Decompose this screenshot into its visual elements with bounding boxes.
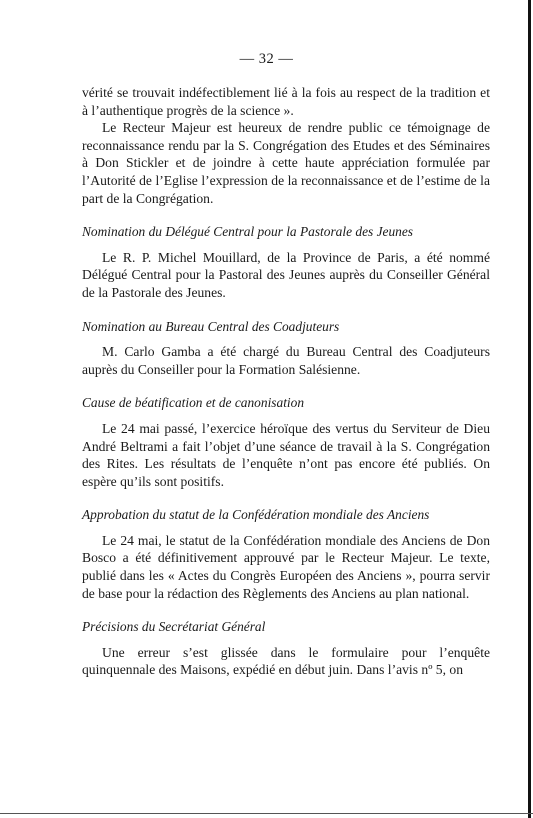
- section-body-coadjutors: M. Carlo Gamba a été chargé du Bureau Central des Coadjuteurs auprès du Conseiller pour la Formation Salésienne.: [82, 344, 490, 377]
- page-edge-rule: [528, 0, 531, 818]
- section-heading-secretariat: Précisions du Secrétariat Général: [82, 619, 266, 635]
- section-heading-delegate: Nomination du Délégué Central pour la Pastorale des Jeunes: [82, 224, 414, 240]
- section-body-secretariat: Une erreur s’est glissée dans le formulaire pour l’enquête quinquennale des Maisons, expédié en début juin. Dans l’avis nº 5, on: [82, 644, 490, 678]
- paragraph-rector-announcement: Le Recteur Majeur est heureux de rendre public ce témoignage de reconnaissance rendu par la S. Congrégation des Etudes et des Séminaires à Don Stickler et de joindre à cette haute appréciation formulée par l’Autorité de l’Eglise l’expression de la reconnaissance et de l’estime de la part de la Congrégation.: [82, 120, 490, 206]
- page-bottom-rule: [0, 813, 533, 814]
- paragraph-continuation: vérité se trouvait indéfectiblement lié à la fois au respect de la tradition et à l’authentique progrès de la science ».: [82, 85, 490, 118]
- page-number: — 32 —: [239, 51, 294, 67]
- section-heading-confederation: Approbation du statut de la Confédération mondiale des Anciens: [82, 507, 430, 523]
- section-body-delegate: Le R. P. Michel Mouillard, de la Province de Paris, a été nommé Délégué Central pour la Pastoral des Jeunes auprès du Conseiller Général de la Pastorale des Jeunes.: [82, 249, 490, 300]
- section-body-confederation: Le 24 mai, le statut de la Confédération mondiale des Anciens de Don Bosco a été définitivement approuvé par le Recteur Majeur. Le texte, publié dans les « Actes du Congrès Européen des Anciens », pourra servir de base pour la rédaction des Règlements des Anciens au plan national.: [82, 532, 490, 601]
- document-body: [82, 84, 490, 679]
- section-body-beatification: Le 24 mai passé, l’exercice héroïque des vertus du Serviteur de Dieu André Beltrami a fait l’objet d’une séance de travail à la S. Congrégation des Rites. Les résultats de l’enquête n’ont pas encore été publiés. On espère qu’ils sont positifs.: [82, 420, 490, 489]
- section-heading-beatification: Cause de béatification et de canonisation: [82, 395, 305, 411]
- section-heading-coadjutors: Nomination au Bureau Central des Coadjuteurs: [82, 318, 340, 334]
